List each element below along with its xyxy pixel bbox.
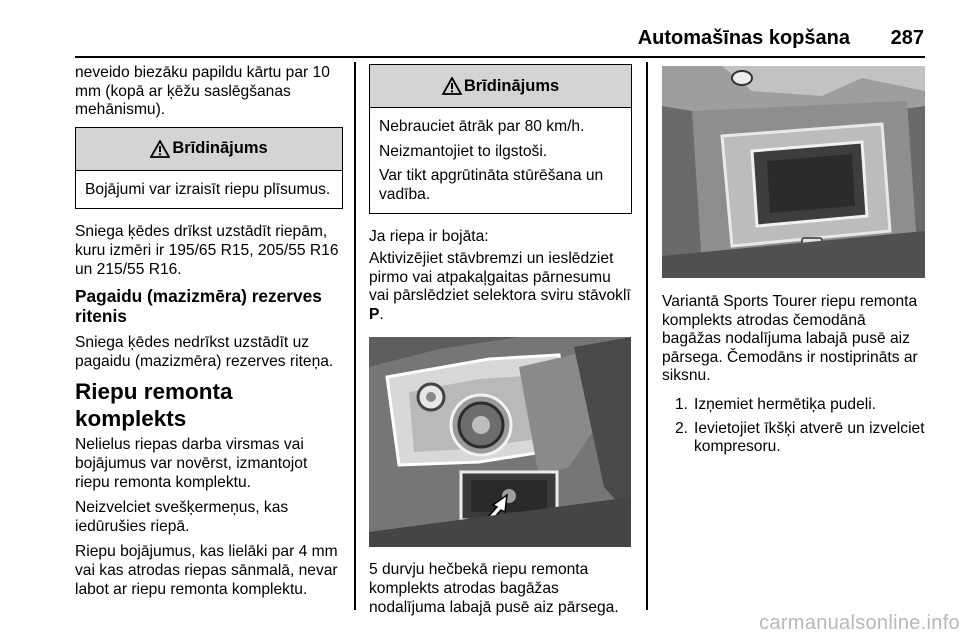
warning-line: Neizmantojiet to ilgstoši. <box>379 142 548 160</box>
warning-title: Brīdinājums <box>172 139 268 158</box>
sports-tourer-repair-kit-photo <box>662 66 925 278</box>
warning-line: Nebrauciet ātrāk par 80 km/h. <box>379 118 585 135</box>
column-divider-right <box>646 62 648 610</box>
sports-tourer-caption: Variantā Sports Tourer riepu remonta komplekts atrodas čemodānā bagāžas nodalījuma labajā pusē aiz pārsega. Čemodāns ir nostiprināts ar siksnu. <box>662 293 918 385</box>
repair-kit-paragraph-1: Nelielus riepas darba virsmas vai bojājumus var novērst, izmantojot riepu remonta komplektu. <box>75 436 308 491</box>
warning-line: Var tikt apgrūtināta stūrēšana un vadība. <box>379 167 604 203</box>
steps-list <box>662 396 928 457</box>
step-number: 2. <box>674 419 688 437</box>
step-item <box>662 420 928 457</box>
warning-triangle-icon <box>442 77 462 95</box>
warning-header <box>370 65 631 108</box>
flat-tyre-heading: Ja riepa ir bojāta: <box>369 228 489 246</box>
step-text: Izņemiet hermētiķa pudeli. <box>694 395 877 413</box>
spare-wheel-paragraph: Sniega ķēdes nedrīkst uzstādīt uz pagaidu (mazizmēra) rezerves riteņa. <box>75 334 334 370</box>
repair-kit-paragraph-3: Riepu bojājumus, kas lielāki par 4 mm vai kas atrodas riepas sānmalā, nevar labot ar riepu remonta komplektu. <box>75 543 338 598</box>
page-header-title: Automašīnas kopšana <box>637 27 850 49</box>
page-number: 287 <box>890 27 924 49</box>
step-text: Ievietojiet īkšķi atverē un izvelciet kompresoru. <box>694 419 925 456</box>
repair-kit-paragraph-2: Neizvelciet svešķermeņus, kas iedūrušies riepā. <box>75 499 289 535</box>
column-right <box>662 64 928 462</box>
warning-header <box>76 128 342 171</box>
header-rule <box>75 56 925 58</box>
chains-size-paragraph: Sniega ķēdes drīkst uzstādīt riepām, kuru izmēri ir 195/65 R15, 205/55 R16 un 215/55 R16. <box>75 223 339 278</box>
step-number: 1. <box>674 395 688 413</box>
warning-box-tyre <box>75 127 343 210</box>
intro-paragraph: neveido biezāku papildu kārtu par 10 mm (kopā ar ķēžu saslēgšanas mehānismu). <box>75 64 330 119</box>
warning-box-speed <box>369 64 632 214</box>
spare-wheel-heading: Pagaidu (mazizmēra) rezerves ritenis <box>75 286 322 327</box>
repair-kit-heading: Riepu remonta komplekts <box>75 379 233 432</box>
hatchback-caption: 5 durvju hečbekā riepu remonta komplekts atrodas bagāžas nodalījuma labajā pusē aiz pārsega. <box>369 561 619 616</box>
watermark: carmanualsonline.info <box>759 612 960 634</box>
warning-text: Bojājumi var izraisīt riepu plīsumus. <box>85 180 331 198</box>
hatchback-repair-kit-photo <box>369 337 631 547</box>
step-item <box>662 396 928 415</box>
flat-tyre-instructions: Aktivizējiet stāvbremzi un ieslēdziet pirmo vai atpakaļgaitas pārnesumu vai pārslēdziet selektora sviru stāvoklī P. <box>369 249 631 323</box>
warning-title: Brīdinājums <box>463 76 560 95</box>
selector-letter: P <box>369 305 380 323</box>
warning-triangle-icon <box>150 140 170 158</box>
column-divider-left <box>354 62 356 610</box>
column-left <box>75 64 343 606</box>
column-middle <box>369 64 632 624</box>
